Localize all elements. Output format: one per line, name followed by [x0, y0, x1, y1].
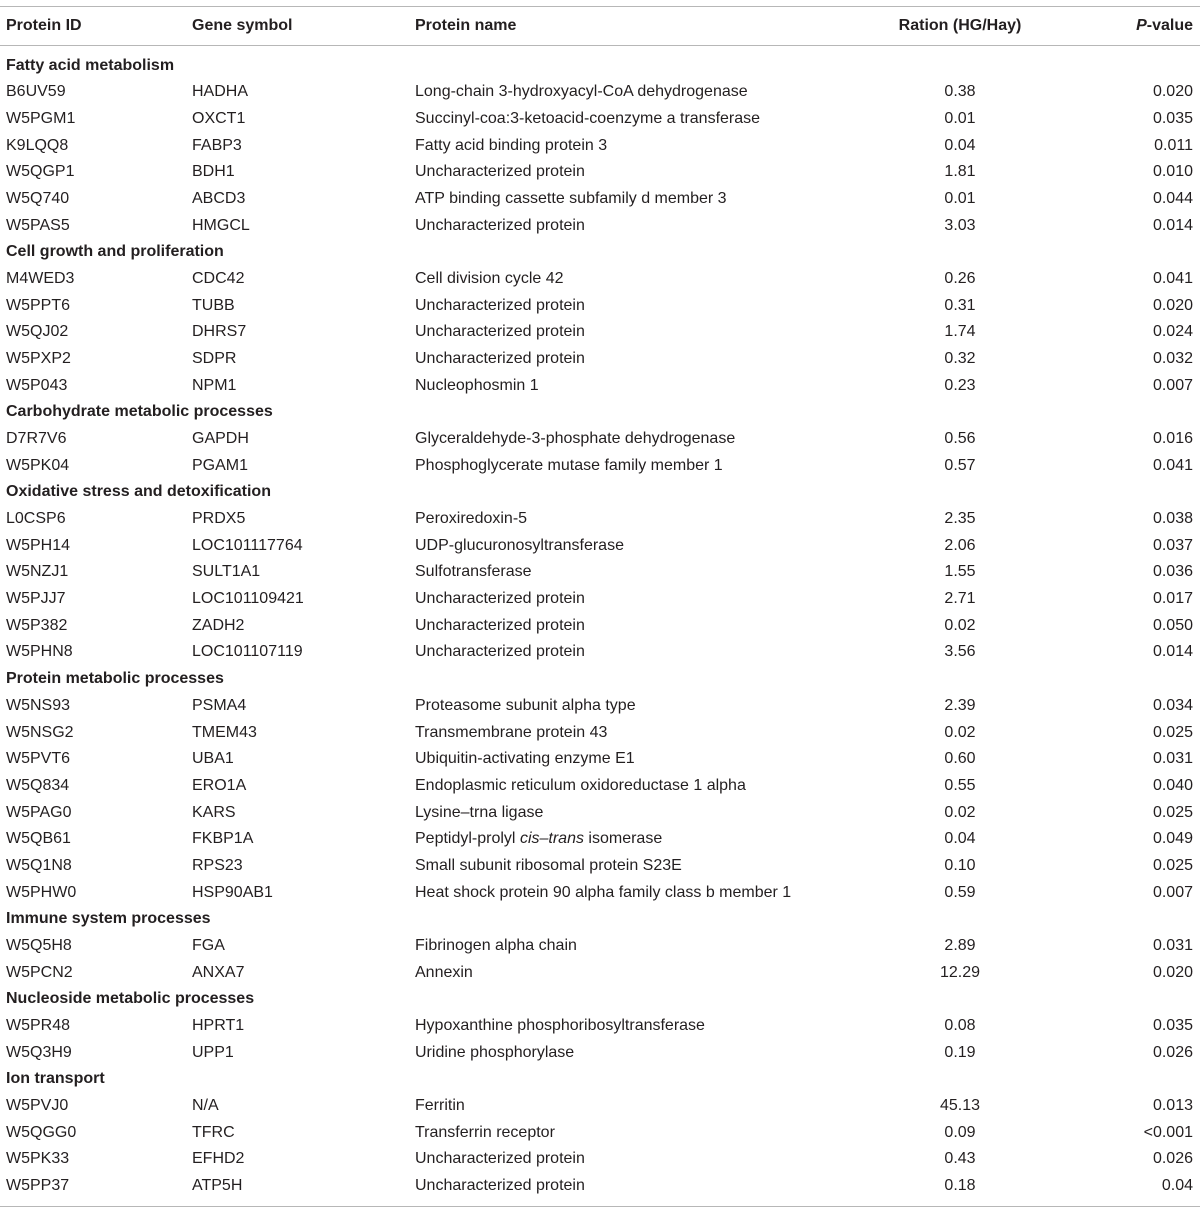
- table-row: [0, 826, 1200, 853]
- table-row: [0, 319, 1200, 346]
- cell-p-value: 0.013: [1152, 1097, 1193, 1115]
- section-title: Fatty acid metabolism: [6, 56, 175, 74]
- cell-protein-id: W5PH14: [6, 536, 71, 554]
- cell-gene-symbol: EFHD2: [192, 1150, 245, 1168]
- cell-gene-symbol: ANXA7: [192, 963, 245, 981]
- cell-protein-name: Endoplasmic reticulum oxidoreductase 1 alpha: [415, 776, 746, 794]
- cell-protein-name: Heat shock protein 90 alpha family class b member 1: [415, 883, 792, 901]
- cell-gene-symbol: PRDX5: [192, 510, 246, 528]
- cell-ratio: 2.06: [944, 536, 976, 554]
- table-row: [0, 1040, 1200, 1067]
- cell-protein-name: Ferritin: [415, 1097, 465, 1115]
- cell-protein-id: W5PHN8: [6, 643, 73, 661]
- table-row: [0, 853, 1200, 880]
- cell-ratio: 3.03: [944, 216, 976, 234]
- cell-protein-id: W5Q3H9: [6, 1043, 72, 1061]
- cell-ratio: 0.04: [944, 136, 976, 154]
- cell-ratio: 0.02: [944, 723, 976, 741]
- cell-p-value: 0.040: [1152, 776, 1193, 794]
- cell-p-value: 0.049: [1152, 830, 1193, 848]
- cell-p-value: 0.041: [1152, 456, 1193, 474]
- cell-ratio: 0.57: [944, 456, 976, 474]
- cell-protein-id: W5PHW0: [6, 883, 77, 901]
- cell-protein-id: W5PK33: [6, 1150, 70, 1168]
- cell-protein-name: Uncharacterized protein: [415, 616, 585, 634]
- cell-p-value: 0.025: [1152, 723, 1193, 741]
- cell-protein-name: Uncharacterized protein: [415, 216, 585, 234]
- cell-ratio: 0.01: [944, 189, 976, 207]
- name-part: isomerase: [583, 830, 663, 848]
- cell-protein-id: W5PVT6: [6, 750, 71, 768]
- table-row: [0, 586, 1200, 613]
- cell-p-value: 0.024: [1152, 323, 1193, 341]
- table-row: [0, 373, 1200, 400]
- cell-protein-name: Long-chain 3-hydroxyacyl-CoA dehydrogenase: [415, 83, 748, 101]
- cell-protein-id: W5Q834: [6, 776, 70, 794]
- cell-protein-id: W5QJ02: [6, 323, 69, 341]
- cell-gene-symbol: UPP1: [192, 1043, 234, 1061]
- cell-p-value: 0.035: [1152, 1016, 1193, 1034]
- cell-protein-id: W5PAG0: [6, 803, 72, 821]
- table-row: [0, 933, 1200, 960]
- table-row: [0, 186, 1200, 213]
- cell-ratio: 1.81: [944, 163, 976, 181]
- cell-gene-symbol: RPS23: [192, 856, 243, 874]
- section-title: Nucleoside metabolic processes: [6, 990, 255, 1008]
- section-title: Oxidative stress and detoxification: [6, 483, 271, 501]
- section-row: [0, 53, 1200, 80]
- cell-gene-symbol: HSP90AB1: [192, 883, 273, 901]
- cell-p-value: 0.010: [1152, 163, 1193, 181]
- cell-p-value: 0.007: [1152, 883, 1193, 901]
- cell-gene-symbol: PSMA4: [192, 696, 247, 714]
- cell-protein-name: Nucleophosmin 1: [415, 376, 539, 394]
- cell-protein-id: W5NS93: [6, 696, 71, 714]
- cell-protein-name: Proteasome subunit alpha type: [415, 696, 636, 714]
- cell-p-value: 0.014: [1152, 216, 1193, 234]
- cell-ratio: 12.29: [939, 963, 981, 981]
- cell-p-value: 0.025: [1152, 856, 1193, 874]
- cell-protein-name: Sulfotransferase: [415, 563, 532, 581]
- table-row: [0, 773, 1200, 800]
- cell-protein-id: W5PGM1: [6, 109, 76, 127]
- header-p-value: [1136, 13, 1193, 40]
- cell-p-value: <0.001: [1143, 1123, 1193, 1141]
- cell-protein-name: Small subunit ribosomal protein S23E: [415, 856, 682, 874]
- cell-protein-name: Uncharacterized protein: [415, 323, 585, 341]
- cell-protein-id: W5P043: [6, 376, 68, 394]
- cell-protein-name: Uncharacterized protein: [415, 296, 585, 314]
- table-row: [0, 293, 1200, 320]
- cell-protein-name: Ubiquitin-activating enzyme E1: [415, 750, 635, 768]
- section-row: [0, 399, 1200, 426]
- cell-protein-name: Fibrinogen alpha chain: [415, 936, 577, 954]
- table-row: [0, 1013, 1200, 1040]
- header-ratio: Ration (HG/Hay): [898, 17, 1022, 34]
- cell-p-value: 0.031: [1152, 936, 1193, 954]
- cell-protein-name: Uncharacterized protein: [415, 1177, 585, 1195]
- cell-protein-name: Transmembrane protein 43: [415, 723, 608, 741]
- cell-protein-id: W5Q1N8: [6, 856, 72, 874]
- cell-ratio: 0.60: [944, 750, 976, 768]
- cell-gene-symbol: FKBP1A: [192, 830, 254, 848]
- cell-protein-name: Hypoxanthine phosphoribosyltransferase: [415, 1016, 705, 1034]
- cell-p-value: 0.020: [1152, 296, 1193, 314]
- cell-protein-name: Uncharacterized protein: [415, 1150, 585, 1168]
- cell-protein-name: Glyceraldehyde-3-phosphate dehydrogenase: [415, 430, 736, 448]
- cell-ratio: 0.02: [944, 803, 976, 821]
- cell-protein-id: W5PR48: [6, 1016, 71, 1034]
- table-row: [0, 1093, 1200, 1120]
- cell-protein-name: Succinyl-coa:3-ketoacid-coenzyme a transferase: [415, 109, 761, 127]
- cell-ratio: 0.08: [944, 1016, 976, 1034]
- cell-gene-symbol: N/A: [192, 1097, 219, 1115]
- cell-protein-id: K9LQQ8: [6, 136, 69, 154]
- cell-p-value: 0.037: [1152, 536, 1193, 554]
- cell-protein-id: W5PK04: [6, 456, 70, 474]
- cell-protein-id: W5PXP2: [6, 349, 71, 367]
- cell-ratio: 0.18: [944, 1177, 976, 1195]
- cell-p-value: 0.044: [1152, 189, 1193, 207]
- cell-ratio: 0.01: [944, 109, 976, 127]
- cell-protein-name: Cell division cycle 42: [415, 269, 564, 287]
- section-row: [0, 986, 1200, 1013]
- cell-protein-name: Transferrin receptor: [415, 1123, 555, 1141]
- cell-p-value: 0.035: [1152, 109, 1193, 127]
- cell-p-value: 0.020: [1152, 963, 1193, 981]
- table-header: [0, 6, 1200, 44]
- cell-protein-id: W5PP37: [6, 1177, 70, 1195]
- cell-p-value: 0.025: [1152, 803, 1193, 821]
- name-part: Peptidyl-prolyl: [415, 830, 520, 848]
- header-rule: [0, 45, 1200, 46]
- cell-gene-symbol: HADHA: [192, 83, 249, 101]
- cell-ratio: 0.31: [944, 296, 976, 314]
- cell-gene-symbol: CDC42: [192, 269, 245, 287]
- cell-ratio: 2.35: [944, 510, 976, 528]
- section-title: Immune system processes: [6, 910, 211, 928]
- section-row: [0, 666, 1200, 693]
- cell-gene-symbol: TUBB: [192, 296, 235, 314]
- cell-p-value: 0.014: [1152, 643, 1193, 661]
- cell-protein-id: W5PAS5: [6, 216, 70, 234]
- section-title: Ion transport: [6, 1070, 105, 1088]
- cell-p-value: 0.034: [1152, 696, 1193, 714]
- cell-gene-symbol: NPM1: [192, 376, 237, 394]
- cell-protein-id: W5PPT6: [6, 296, 71, 314]
- cell-ratio: 0.19: [944, 1043, 976, 1061]
- cell-gene-symbol: DHRS7: [192, 323, 247, 341]
- cell-gene-symbol: SDPR: [192, 349, 237, 367]
- cell-ratio: 0.55: [944, 776, 976, 794]
- cell-protein-id: W5QGG0: [6, 1123, 77, 1141]
- cell-protein-id: W5QB61: [6, 830, 71, 848]
- cell-ratio: 0.43: [944, 1150, 976, 1168]
- cell-p-value: 0.041: [1152, 269, 1193, 287]
- cell-p-value: 0.026: [1152, 1150, 1193, 1168]
- cell-ratio: 0.04: [944, 830, 976, 848]
- cell-p-value: 0.011: [1154, 136, 1193, 154]
- section-title: Protein metabolic processes: [6, 670, 224, 688]
- cell-ratio: 0.38: [944, 83, 976, 101]
- cell-protein-name: ATP binding cassette subfamily d member 3: [415, 189, 727, 207]
- header-protein-id: Protein ID: [6, 17, 82, 34]
- header-gene-symbol: Gene symbol: [192, 17, 293, 34]
- cell-gene-symbol: ABCD3: [192, 189, 246, 207]
- cell-protein-name: Fatty acid binding protein 3: [415, 136, 608, 154]
- cell-protein-id: L0CSP6: [6, 510, 66, 528]
- cell-gene-symbol: PGAM1: [192, 456, 249, 474]
- cell-protein-name: Uncharacterized protein: [415, 590, 585, 608]
- table-row: [0, 880, 1200, 907]
- cell-protein-name: UDP-glucuronosyltransferase: [415, 536, 624, 554]
- cell-gene-symbol: LOC101117764: [192, 536, 303, 554]
- cell-protein-name: Lysine–trna ligase: [415, 803, 544, 821]
- cell-p-value: 0.050: [1152, 616, 1193, 634]
- cell-ratio: 2.71: [944, 590, 976, 608]
- cell-ratio: 0.23: [944, 376, 976, 394]
- cell-gene-symbol: OXCT1: [192, 109, 246, 127]
- table-row: [0, 1146, 1200, 1173]
- cell-p-value: 0.038: [1152, 510, 1193, 528]
- section-row: [0, 1066, 1200, 1093]
- cell-gene-symbol: HMGCL: [192, 216, 250, 234]
- table-row: [0, 533, 1200, 560]
- table-row: [0, 426, 1200, 453]
- table-row: [0, 213, 1200, 240]
- cell-gene-symbol: FGA: [192, 936, 225, 954]
- cell-protein-name: Peroxiredoxin-5: [415, 510, 528, 528]
- table-row: [0, 800, 1200, 827]
- table-row: [0, 266, 1200, 293]
- table-row: [0, 1120, 1200, 1147]
- cell-ratio: 1.74: [944, 323, 976, 341]
- cell-ratio: 0.09: [944, 1123, 976, 1141]
- table-row: [0, 1173, 1200, 1200]
- section-row: [0, 479, 1200, 506]
- cell-gene-symbol: FABP3: [192, 136, 242, 154]
- table-row: [0, 106, 1200, 133]
- cell-p-value: 0.032: [1152, 349, 1193, 367]
- cell-protein-id: W5P382: [6, 616, 68, 634]
- cell-protein-id: W5NSG2: [6, 723, 74, 741]
- table-row: [0, 453, 1200, 480]
- cell-gene-symbol: KARS: [192, 803, 236, 821]
- cell-p-value: 0.036: [1152, 563, 1193, 581]
- table-row: [0, 613, 1200, 640]
- cell-ratio: 2.89: [944, 936, 976, 954]
- cell-ratio: 1.55: [944, 563, 976, 581]
- cell-protein-id: W5PVJ0: [6, 1097, 69, 1115]
- table-row: [0, 746, 1200, 773]
- cell-ratio: 0.32: [944, 349, 976, 367]
- cell-protein-name: [415, 826, 662, 853]
- table-row: [0, 720, 1200, 747]
- italic-term: cis–trans: [519, 830, 584, 848]
- cell-gene-symbol: TMEM43: [192, 723, 257, 741]
- section-row: [0, 906, 1200, 933]
- cell-protein-name: Uncharacterized protein: [415, 643, 585, 661]
- cell-protein-name: Uncharacterized protein: [415, 163, 585, 181]
- cell-gene-symbol: TFRC: [192, 1123, 235, 1141]
- cell-p-value: 0.031: [1152, 750, 1193, 768]
- table-row: [0, 159, 1200, 186]
- cell-gene-symbol: LOC101109421: [192, 590, 304, 608]
- section-title: Cell growth and proliferation: [6, 243, 224, 261]
- cell-protein-id: W5Q740: [6, 189, 70, 207]
- cell-protein-id: D7R7V6: [6, 430, 67, 448]
- cell-p-value: 0.020: [1152, 83, 1193, 101]
- cell-protein-id: W5Q5H8: [6, 936, 72, 954]
- cell-ratio: 0.26: [944, 269, 976, 287]
- section-row: [0, 239, 1200, 266]
- table-row: [0, 133, 1200, 160]
- cell-gene-symbol: UBA1: [192, 750, 234, 768]
- cell-gene-symbol: LOC101107119: [192, 643, 303, 661]
- table-row: [0, 693, 1200, 720]
- cell-ratio: 45.13: [939, 1097, 981, 1115]
- cell-protein-name: Annexin: [415, 963, 473, 981]
- cell-ratio: 0.59: [944, 883, 976, 901]
- cell-protein-id: M4WED3: [6, 269, 75, 287]
- cell-ratio: 0.02: [944, 616, 976, 634]
- cell-protein-id: W5PJJ7: [6, 590, 66, 608]
- cell-ratio: 3.56: [944, 643, 976, 661]
- header-p-italic: P: [1136, 17, 1147, 34]
- cell-protein-name: Phosphoglycerate mutase family member 1: [415, 456, 723, 474]
- cell-p-value: 0.026: [1152, 1043, 1193, 1061]
- section-title: Carbohydrate metabolic processes: [6, 403, 273, 421]
- table-row: [0, 559, 1200, 586]
- cell-protein-name: Uridine phosphorylase: [415, 1043, 575, 1061]
- table-row: [0, 346, 1200, 373]
- cell-protein-id: B6UV59: [6, 83, 66, 101]
- table-row: [0, 79, 1200, 106]
- header-p-rest: -value: [1146, 17, 1193, 34]
- bottom-rule: [0, 1206, 1200, 1207]
- cell-gene-symbol: ZADH2: [192, 616, 245, 634]
- cell-gene-symbol: HPRT1: [192, 1016, 245, 1034]
- cell-p-value: 0.016: [1152, 430, 1193, 448]
- cell-protein-name: Uncharacterized protein: [415, 349, 585, 367]
- cell-protein-id: W5PCN2: [6, 963, 73, 981]
- cell-ratio: 2.39: [944, 696, 976, 714]
- cell-ratio: 0.10: [944, 856, 976, 874]
- cell-protein-id: W5QGP1: [6, 163, 75, 181]
- cell-gene-symbol: GAPDH: [192, 430, 249, 448]
- cell-gene-symbol: BDH1: [192, 163, 235, 181]
- header-protein-name: Protein name: [415, 17, 517, 34]
- cell-protein-id: W5NZJ1: [6, 563, 69, 581]
- table-row: [0, 639, 1200, 666]
- cell-p-value: 0.007: [1152, 376, 1193, 394]
- cell-p-value: 0.017: [1152, 590, 1193, 608]
- cell-gene-symbol: ERO1A: [192, 776, 247, 794]
- cell-gene-symbol: ATP5H: [192, 1177, 243, 1195]
- table-row: [0, 960, 1200, 987]
- cell-p-value: 0.04: [1161, 1177, 1193, 1195]
- cell-ratio: 0.56: [944, 430, 976, 448]
- cell-gene-symbol: SULT1A1: [192, 563, 261, 581]
- table-row: [0, 506, 1200, 533]
